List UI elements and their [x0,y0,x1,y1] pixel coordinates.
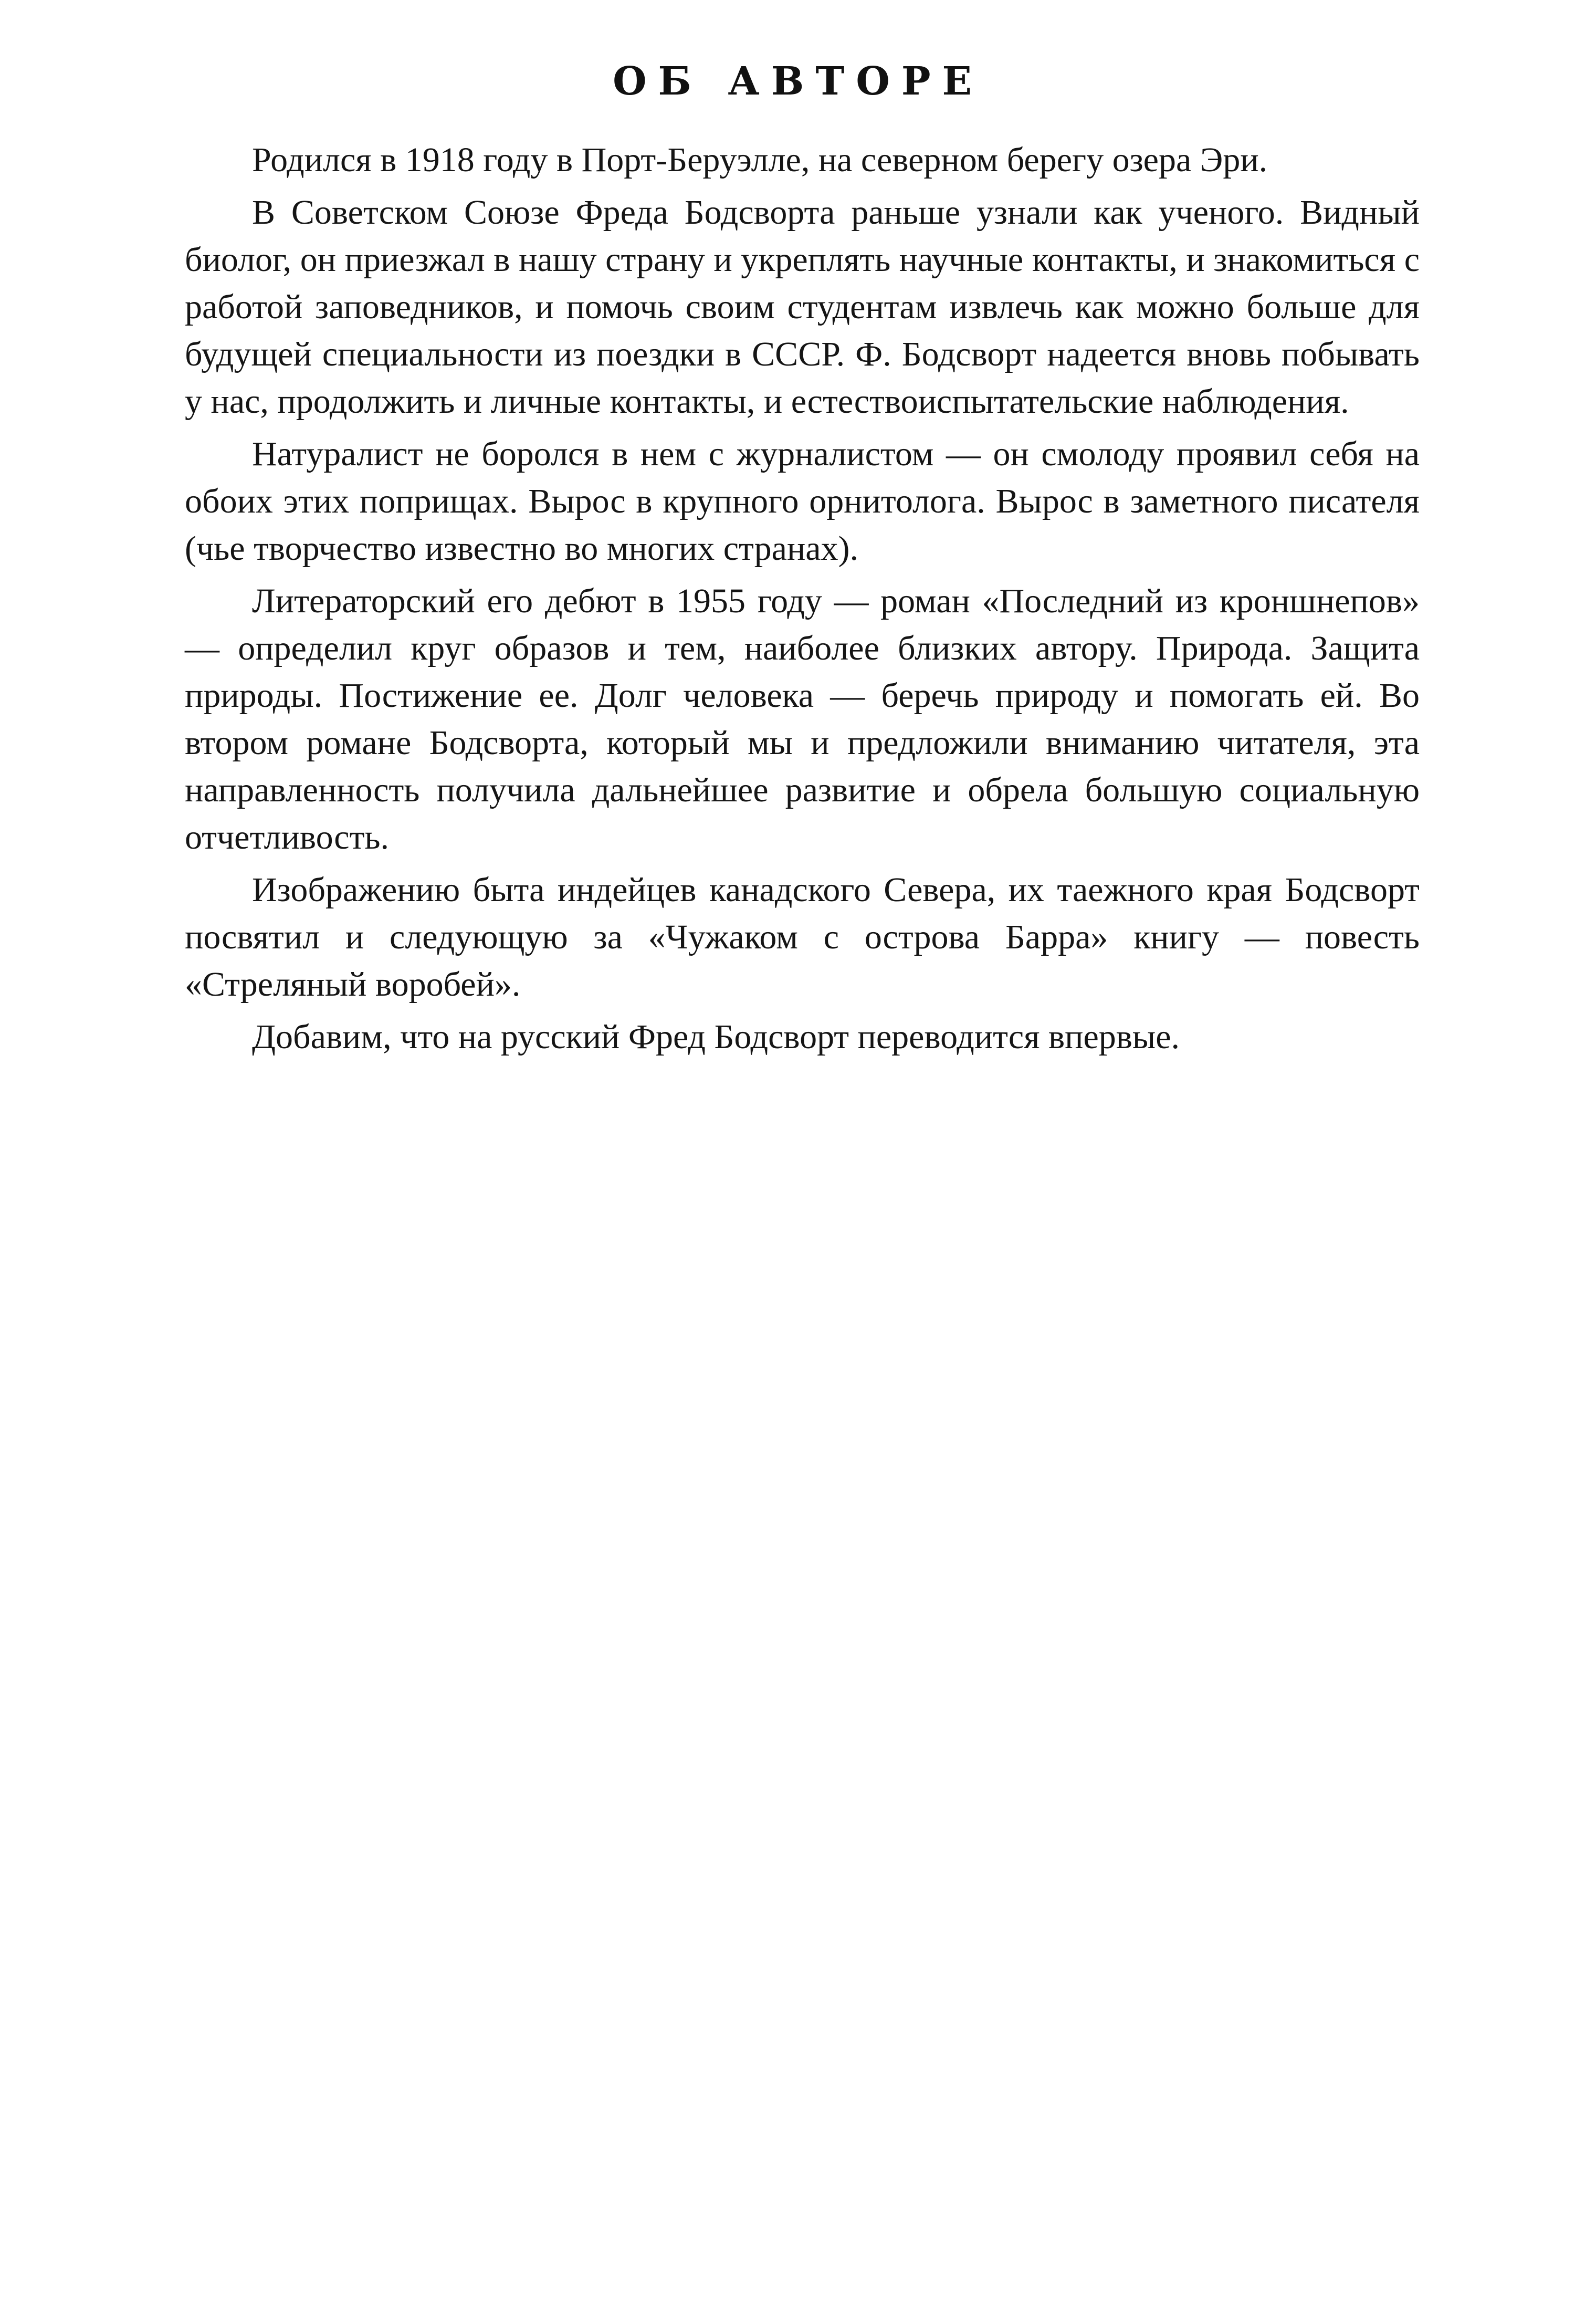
paragraph-north: Изображению быта индейцев канадского Севера, их таежного края Бодсворт посвятил и следующую за «Чужаком с острова Барра» книгу — повесть «Стреляный воробей». [185,871,1420,1004]
page-title: ОБ АВТОРЕ [613,59,983,104]
paragraph-debut: Литераторский его дебют в 1955 году — роман «Последний из кроншнепов» — определил круг образов и тем, наиболее близких автору. Природа. Защита природы. Постижение ее. Долг человека — беречь природу и помогать ей. Во втором романе Бодсворта, который мы и предложили вниманию читателя, эта направленность получила дальнейшее развитие и обрела большую социальную отчетливость. [185,582,1420,856]
paragraph-naturalist: Натуралист не боролся в нем с журналистом — он смолоду проявил себя на обоих этих поприщах. Вырос в крупного орнитолога. Вырос в заметного писателя (чье творчество известно во многих странах). [185,435,1420,568]
paragraph-birth: Родился в 1918 году в Порт-Беруэлле, на северном берегу озера Эри. [252,141,1268,179]
paragraph-scientist: В Советском Союзе Фреда Бодсворта раньше узнали как ученого. Видный биолог, он приезжал в нашу страну и укреплять научные контакты, и знакомиться с работой заповедников, и помочь своим студентам извлечь как можно больше для будущей специальности из поездки в СССР. Ф. Бодсворт надеется вновь побывать у нас, продолжить и личные контакты, и естествоиспытательские наблюдения. [185,193,1420,421]
paragraph-translation: Добавим, что на русский Фред Бодсворт переводится впервые. [252,1018,1180,1056]
body-text [185,137,1420,1066]
